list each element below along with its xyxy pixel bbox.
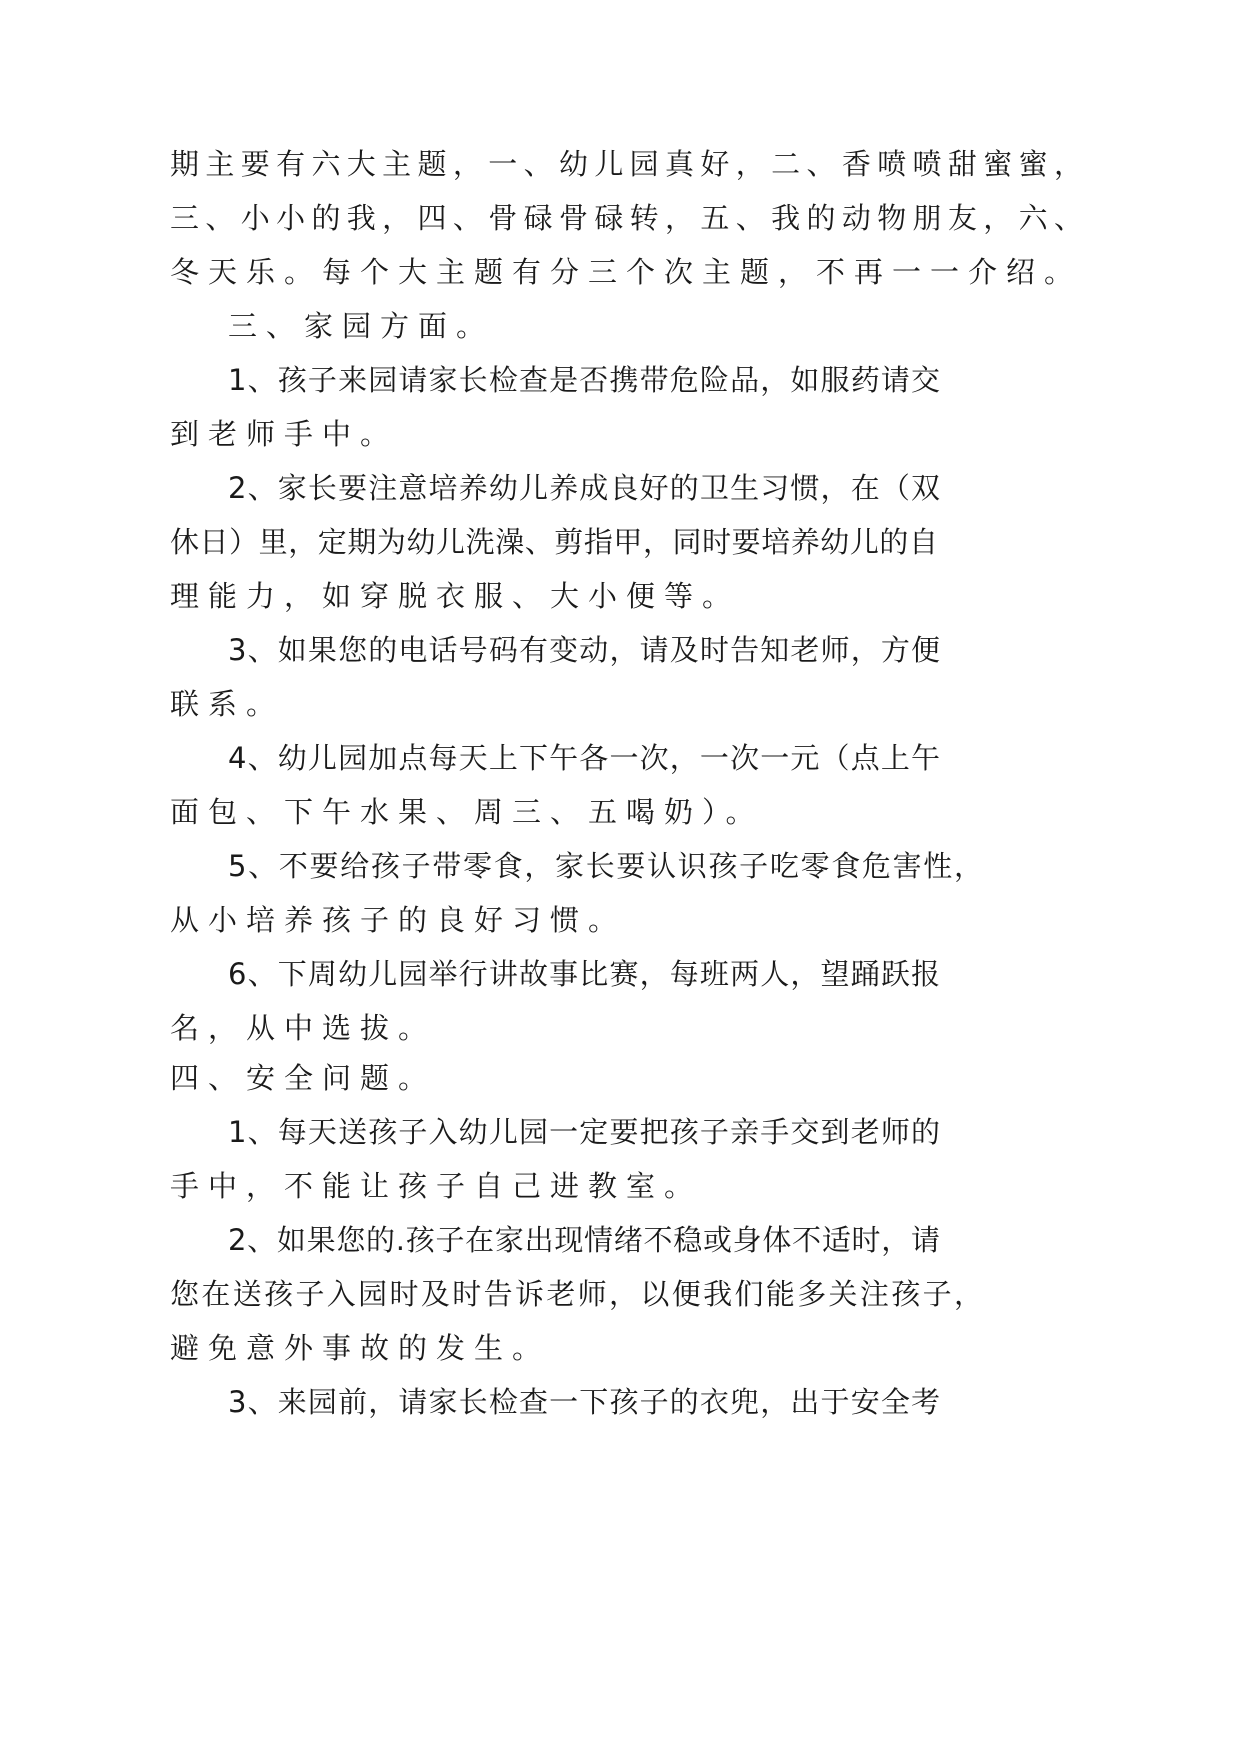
paragraph-line: 1、孩子来园请家长检查是否携带危险品，如服药请交 bbox=[228, 363, 940, 397]
paragraph-line: 您在送孩子入园时及时告诉老师，以便我们能多关注孩子， bbox=[170, 1277, 983, 1311]
paragraph-line: 三、小小的我，四、骨碌骨碌转，五、我的动物朋友，六、 bbox=[170, 201, 1083, 235]
paragraph-line: 5、不要给孩子带零食，家长要认识孩子吃零食危害性， bbox=[228, 849, 983, 883]
paragraph-line: 3、如果您的电话号码有变动，请及时告知老师，方便 bbox=[228, 633, 940, 667]
paragraph-line: 联系。 bbox=[170, 687, 285, 721]
paragraph-line: 2、家长要注意培养幼儿养成良好的卫生习惯，在（双 bbox=[228, 471, 940, 505]
paragraph-line: 冬天乐。每个大主题有分三个次主题，不再一一介绍。 bbox=[170, 255, 1083, 289]
paragraph-line: 6、下周幼儿园举行讲故事比赛，每班两人，望踊跃报 bbox=[228, 957, 940, 991]
paragraph-line: 4、幼儿园加点每天上下午各一次，一次一元（点上午 bbox=[228, 741, 940, 775]
section-heading: 三、家园方面。 bbox=[228, 309, 495, 343]
paragraph-line: 理能力，如穿脱衣服、大小便等。 bbox=[170, 579, 741, 613]
paragraph-line: 避免意外事故的发生。 bbox=[170, 1331, 551, 1365]
paragraph-line: 到老师手中。 bbox=[170, 417, 399, 451]
paragraph-line: 名，从中选拔。 bbox=[170, 1011, 437, 1045]
paragraph-line: 手中，不能让孩子自己进教室。 bbox=[170, 1169, 703, 1203]
paragraph-line: 1、每天送孩子入幼儿园一定要把孩子亲手交到老师的 bbox=[228, 1115, 940, 1149]
paragraph-line: 面包、下午水果、周三、五喝奶）。 bbox=[170, 795, 764, 829]
paragraph-line: 2、如果您的.孩子在家出现情绪不稳或身体不适时，请 bbox=[228, 1223, 940, 1257]
paragraph-line: 休日）里，定期为幼儿洗澡、剪指甲，同时要培养幼儿的自 bbox=[170, 525, 938, 559]
section-heading: 四、安全问题。 bbox=[170, 1061, 437, 1095]
paragraph-line: 3、来园前，请家长检查一下孩子的衣兜，出于安全考 bbox=[228, 1385, 940, 1419]
paragraph-line: 期主要有六大主题，一、幼儿园真好，二、香喷喷甜蜜蜜， bbox=[170, 147, 1083, 181]
paragraph-line: 从小培养孩子的良好习惯。 bbox=[170, 903, 627, 937]
